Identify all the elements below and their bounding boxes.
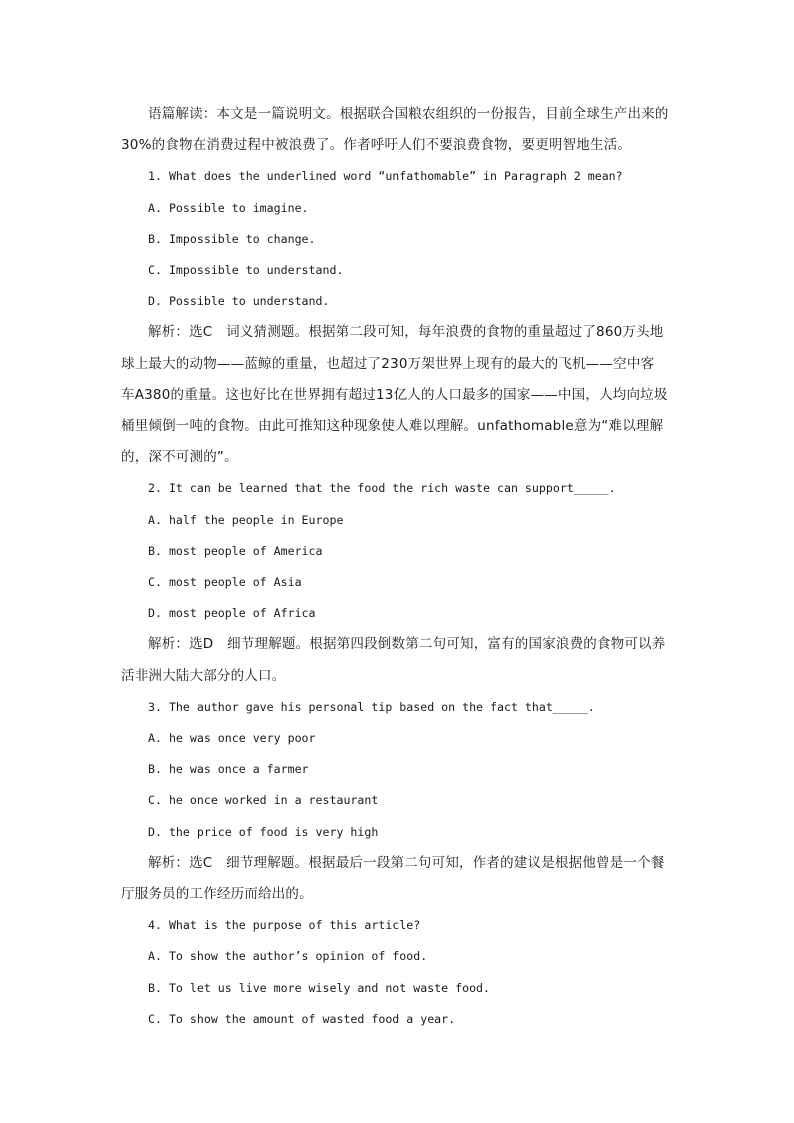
option-c: C. Impossible to understand. bbox=[148, 263, 344, 278]
option-d: D. most people of Africa bbox=[148, 606, 316, 621]
question-stem: 4. What is the purpose of this article? bbox=[148, 918, 421, 933]
question-stem: 3. The author gave his personal tip based on the fact that_____. bbox=[148, 699, 595, 714]
option-c: C. he once worked in a restaurant bbox=[148, 793, 379, 808]
analysis-line: 解析：选D 细节理解题。根据第四段倒数第二句可知，富有的国家浪费的食物可以养 bbox=[148, 636, 666, 653]
document-content bbox=[121, 99, 676, 1035]
analysis-line: 活非洲大陆大部分的人口。 bbox=[121, 667, 286, 684]
option-c: C. most people of Asia bbox=[148, 575, 302, 590]
analysis-line: 球上最大的动物——蓝鲸的重量，也超过了230万架世界上现有的最大的飞机——空中客 bbox=[121, 355, 655, 372]
option-c: C. To show the amount of wasted food a year. bbox=[148, 1011, 456, 1026]
analysis-line: 桶里倾倒一吨的食物。由此可推知这种现象使人难以理解。unfathomable意为“难以理解 bbox=[121, 418, 664, 435]
question-4 bbox=[121, 910, 676, 1035]
analysis-text bbox=[121, 317, 676, 473]
question-2 bbox=[121, 473, 676, 691]
analysis-text bbox=[121, 848, 676, 910]
option-d: D. Possible to understand. bbox=[148, 294, 330, 309]
option-b: B. To let us live more wisely and not waste food. bbox=[148, 980, 491, 995]
option-b: B. he was once a farmer bbox=[148, 762, 309, 777]
question-stem: 2. It can be learned that the food the rich waste can support_____. bbox=[148, 481, 616, 496]
analysis-line: 解析：选C 细节理解题。根据最后一段第二句可知，作者的建议是根据他曾是一个餐 bbox=[148, 854, 665, 871]
analysis-line: 的，深不可测的”。 bbox=[121, 449, 238, 466]
question-1 bbox=[121, 161, 676, 473]
analysis-line: 厅服务员的工作经历而给出的。 bbox=[121, 886, 313, 903]
question-stem: 1. What does the underlined word “unfathomable” in Paragraph 2 mean? bbox=[148, 169, 623, 184]
passage-interpretation bbox=[121, 99, 676, 161]
analysis-text bbox=[121, 629, 676, 691]
question-3 bbox=[121, 692, 676, 910]
option-a: A. he was once very poor bbox=[148, 731, 316, 746]
interpretation-line-1: 语篇解读：本文是一篇说明文。根据联合国粮农组织的一份报告，目前全球生产出来的 bbox=[148, 106, 669, 122]
option-b: B. most people of America bbox=[148, 543, 323, 558]
analysis-line: 车A380的重量。这也好比在世界拥有超过13亿人的人口最多的国家——中国，人均向垃圾 bbox=[121, 386, 668, 403]
option-a: A. half the people in Europe bbox=[148, 512, 344, 527]
option-a: A. To show the author’s opinion of food. bbox=[148, 949, 428, 964]
analysis-line: 解析：选C 词义猜测题。根据第二段可知，每年浪费的食物的重量超过了860万头地 bbox=[148, 324, 664, 341]
interpretation-text bbox=[121, 99, 676, 161]
interpretation-line-2: 30%的食物在消费过程中被浪费了。作者呼吁人们不要浪费食物，要更明智地生活。 bbox=[121, 137, 632, 154]
option-b: B. Impossible to change. bbox=[148, 231, 316, 246]
option-a: A. Possible to imagine. bbox=[148, 200, 309, 215]
option-d: D. the price of food is very high bbox=[148, 824, 379, 839]
